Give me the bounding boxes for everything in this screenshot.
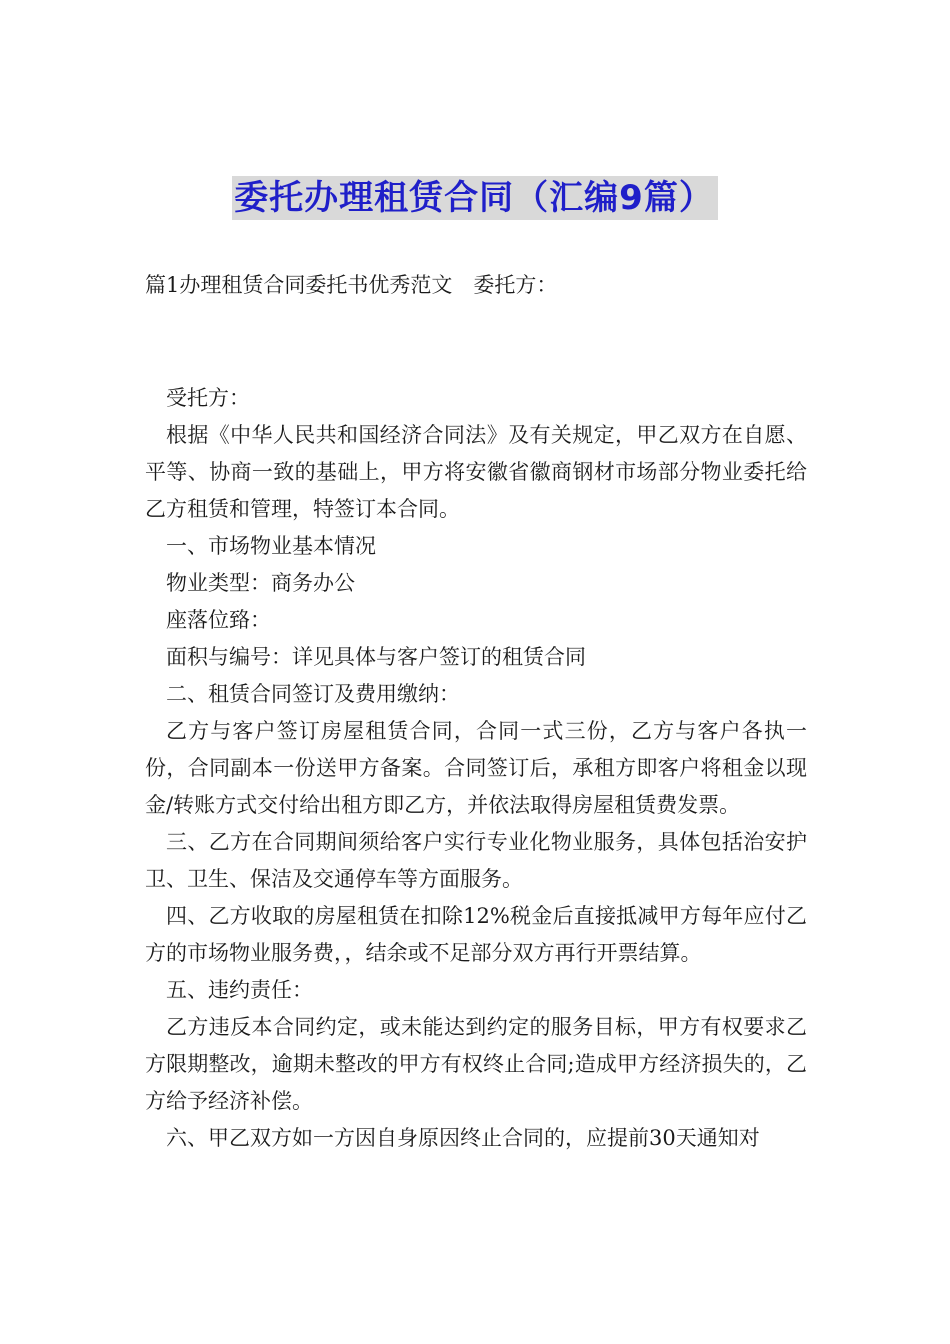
paragraph: 面积与编号：详见具体与客户签订的租赁合同 bbox=[166, 645, 586, 669]
paragraph: 二、租赁合同签订及费用缴纳： bbox=[166, 682, 460, 706]
paragraph: 六、甲乙双方如一方因自身原因终止合同的，应提前30天通知对 bbox=[166, 1126, 760, 1150]
paragraph: 五、违约责任： bbox=[166, 978, 313, 1002]
paragraph: 乙方与客户签订房屋租赁合同，合同一式三份，乙方与客户各执一份，合同副本一份送甲方备案。合同签订后，承租方即客户将租金以现金/转账方式交付给出租方即乙方，并依法取得房屋租赁费发票。 bbox=[145, 719, 807, 817]
paragraph: 三、乙方在合同期间须给客户实行专业化物业服务，具体包括治安护卫、卫生、保洁及交通停车等方面服务。 bbox=[145, 830, 807, 891]
paragraph: 受托方： bbox=[166, 386, 250, 410]
title-container bbox=[0, 176, 950, 220]
paragraph: 一、市场物业基本情况 bbox=[166, 534, 376, 558]
document-title: 委托办理租赁合同（汇编9篇） bbox=[232, 176, 718, 220]
document-body bbox=[145, 380, 807, 1157]
paragraph: 乙方违反本合同约定，或未能达到约定的服务目标，甲方有权要求乙方限期整改，逾期未整改的甲方有权终止合同;造成甲方经济损失的，乙方给予经济补偿。 bbox=[145, 1015, 807, 1113]
paragraph: 物业类型：商务办公 bbox=[166, 571, 355, 595]
paragraph: 座落位臵： bbox=[166, 608, 271, 632]
section-heading: 篇1办理租赁合同委托书优秀范文 委托方： bbox=[145, 273, 558, 297]
paragraph: 根据《中华人民共和国经济合同法》及有关规定，甲乙双方在自愿、平等、协商一致的基础上，甲方将安徽省徽商钢材市场部分物业委托给乙方租赁和管理，特签订本合同。 bbox=[145, 423, 807, 521]
paragraph: 四、乙方收取的房屋租赁在扣除12%税金后直接抵减甲方每年应付乙方的市场物业服务费，，结余或不足部分双方再行开票结算。 bbox=[145, 904, 807, 965]
